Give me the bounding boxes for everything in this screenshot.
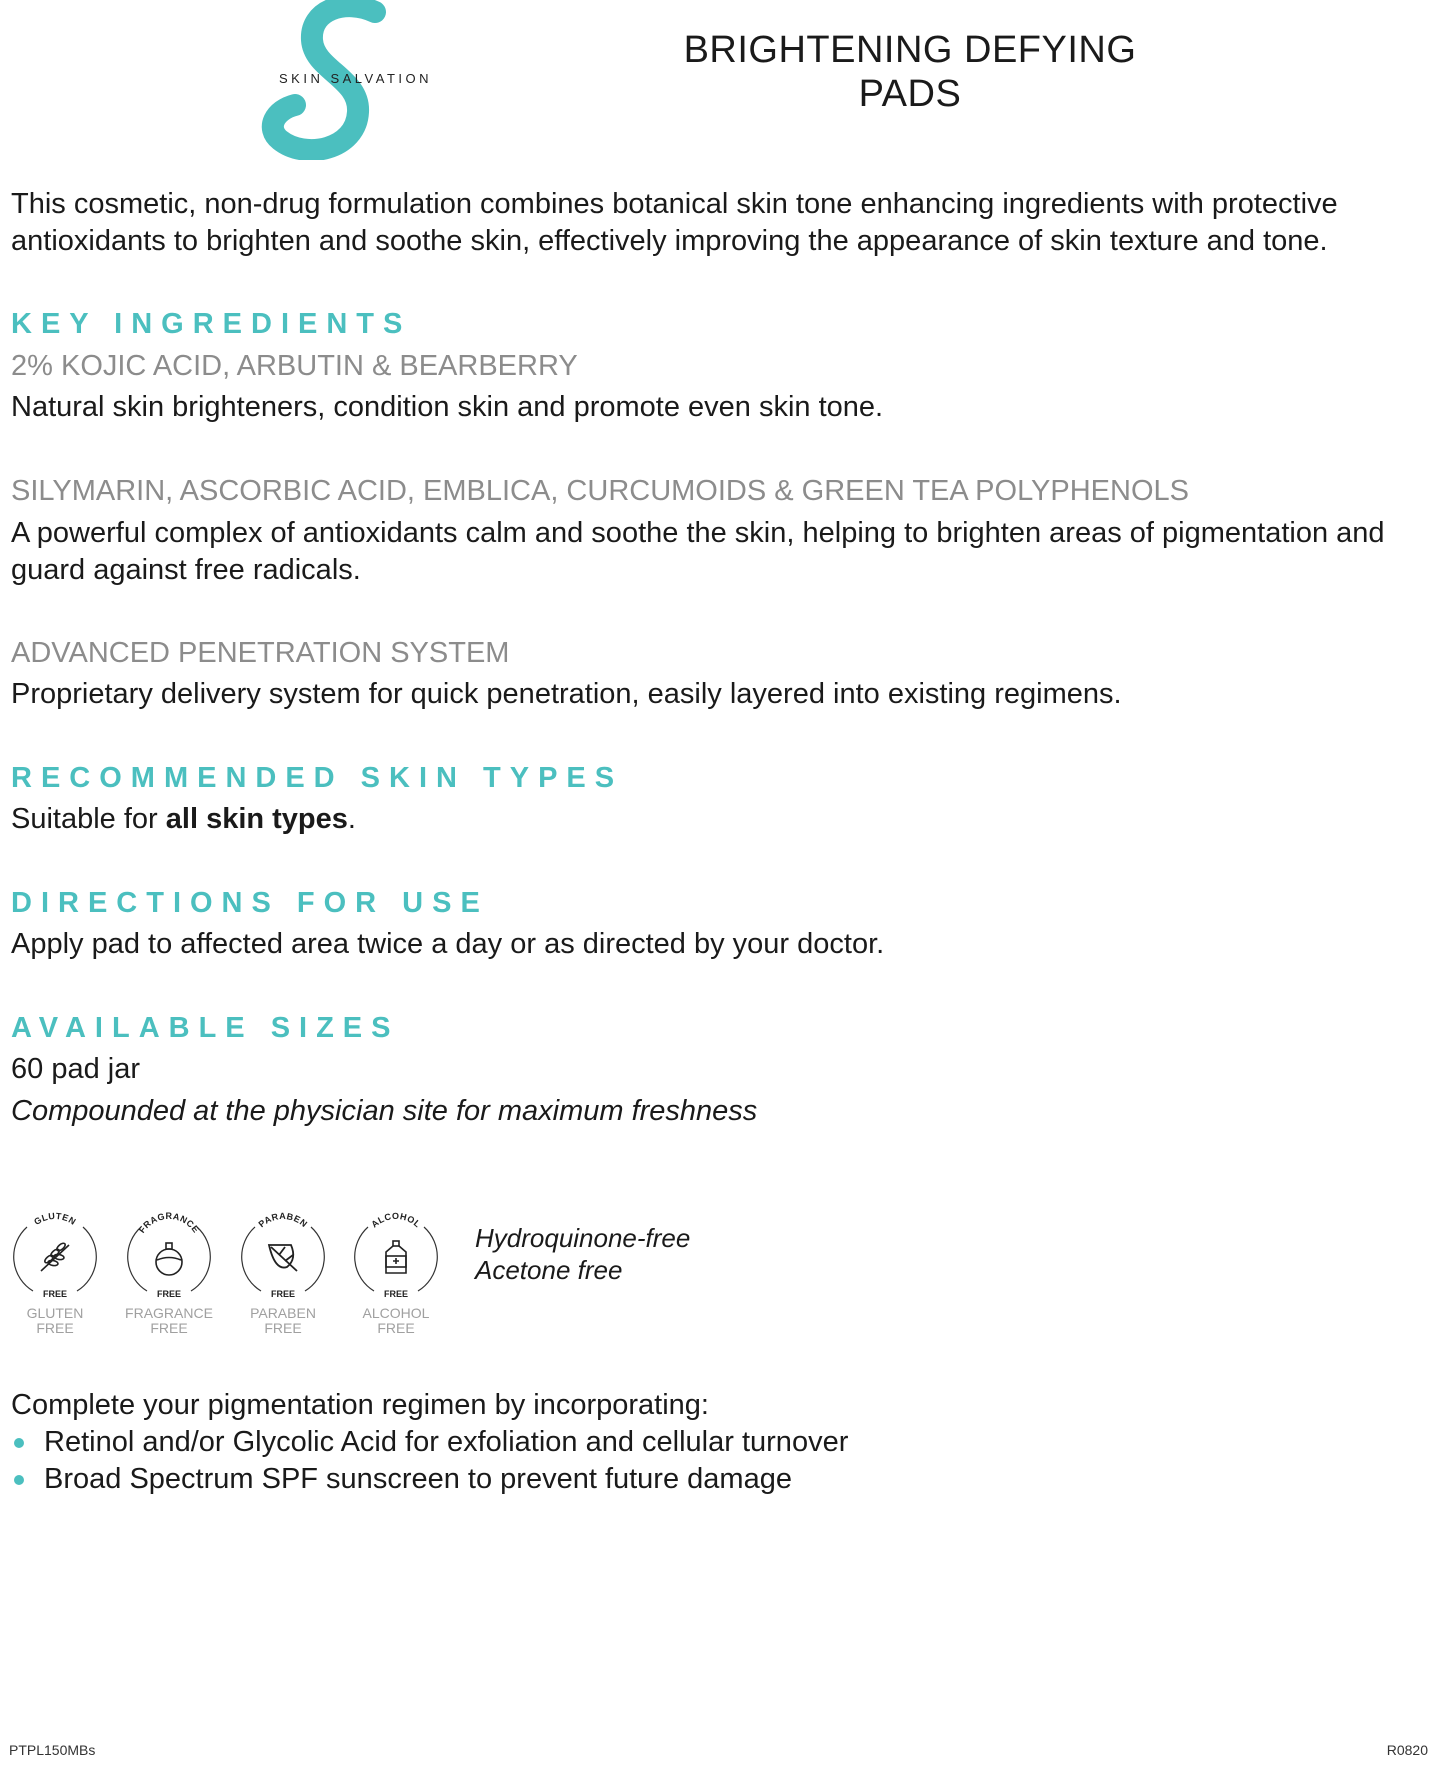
free-note: Acetone free: [475, 1255, 623, 1285]
skin-types-suffix: .: [347, 803, 356, 835]
size-value: 60 pad jar: [11, 1053, 140, 1085]
leaf-icon: [238, 1212, 328, 1302]
footer-code: PTPL150MBs: [9, 1742, 96, 1758]
svg-text:ALCOHOL: ALCOHOL: [369, 1212, 423, 1230]
regimen-item-text: Retinol and/or Glycolic Acid for exfoliation and cellular turnover: [44, 1426, 849, 1458]
svg-text:PARABEN: PARABEN: [256, 1212, 310, 1230]
skin-types-prefix: Suitable for: [11, 803, 166, 835]
regimen-item-text: Broad Spectrum SPF sunscreen to prevent future damage: [44, 1463, 792, 1495]
title-line-2: PADS: [858, 73, 962, 115]
ingredient-name: SILYMARIN, ASCORBIC ACID, EMBLICA, CURCUMOIDS & GREEN TEA POLYPHENOLS: [11, 475, 1189, 507]
badge-alcohol-free: [346, 1212, 446, 1336]
regimen-item: [11, 1424, 848, 1461]
badge-label: ALCOHOL FREE: [362, 1305, 430, 1336]
bottle-icon: [351, 1212, 441, 1302]
regimen-item: [11, 1461, 792, 1498]
badge-label: GLUTEN FREE: [26, 1305, 84, 1336]
skin-types-text: [11, 801, 356, 838]
key-ingredients-heading: KEY INGREDIENTS: [11, 308, 412, 340]
bullet-icon: [14, 1438, 24, 1448]
ingredient-name: ADVANCED PENETRATION SYSTEM: [11, 637, 510, 669]
badge-paraben-free: [233, 1212, 333, 1336]
footer-revision: R0820: [1386, 1742, 1428, 1758]
ingredient-name: 2% KOJIC ACID, ARBUTIN & BEARBERRY: [11, 350, 578, 382]
svg-text:FREE: FREE: [383, 1289, 409, 1299]
svg-text:FREE: FREE: [270, 1289, 296, 1299]
svg-text:FRAGRANCE: FRAGRANCE: [136, 1212, 202, 1235]
regimen-intro: Complete your pigmentation regimen by incorporating:: [11, 1389, 709, 1421]
perfume-icon: [124, 1212, 214, 1302]
ingredient-desc: Natural skin brighteners, condition skin and promote even skin tone.: [11, 391, 884, 423]
intro-paragraph: This cosmetic, non-drug formulation combines botanical skin tone enhancing ingredients with protective antioxidants to brighten and soothe skin, effectively improving the appearance of skin texture and tone.: [11, 188, 1338, 257]
skin-types-heading: RECOMMENDED SKIN TYPES: [11, 762, 624, 794]
ingredient-desc: A powerful complex of antioxidants calm and soothe the skin, helping to brighten areas of pigmentation and guard against free radicals.: [11, 517, 1385, 586]
ingredient-desc: Proprietary delivery system for quick penetration, easily layered into existing regimens.: [11, 678, 1122, 710]
title-line-1: BRIGHTENING DEFYING: [683, 29, 1137, 71]
skin-types-bold: all skin types: [165, 803, 348, 835]
badge-fragrance-free: [119, 1212, 219, 1336]
badge-label: PARABEN FREE: [250, 1305, 316, 1336]
directions-heading: DIRECTIONS FOR USE: [11, 887, 489, 919]
sizes-heading: AVAILABLE SIZES: [11, 1012, 400, 1044]
badge-label: FRAGRANCE FREE: [125, 1305, 213, 1336]
size-note: Compounded at the physician site for maximum freshness: [11, 1095, 758, 1127]
bullet-icon: [14, 1475, 24, 1485]
wheat-icon: [10, 1212, 100, 1302]
svg-text:GLUTEN: GLUTEN: [32, 1212, 78, 1227]
free-note: Hydroquinone-free: [475, 1223, 691, 1253]
badge-gluten-free: [5, 1212, 105, 1336]
svg-text:FREE: FREE: [156, 1289, 182, 1299]
product-title: [560, 28, 1260, 116]
free-notes: [475, 1222, 690, 1286]
svg-text:FREE: FREE: [42, 1289, 68, 1299]
directions-text: Apply pad to affected area twice a day or as directed by your doctor.: [11, 928, 885, 960]
brand-name: SKIN SALVATION: [279, 71, 433, 86]
